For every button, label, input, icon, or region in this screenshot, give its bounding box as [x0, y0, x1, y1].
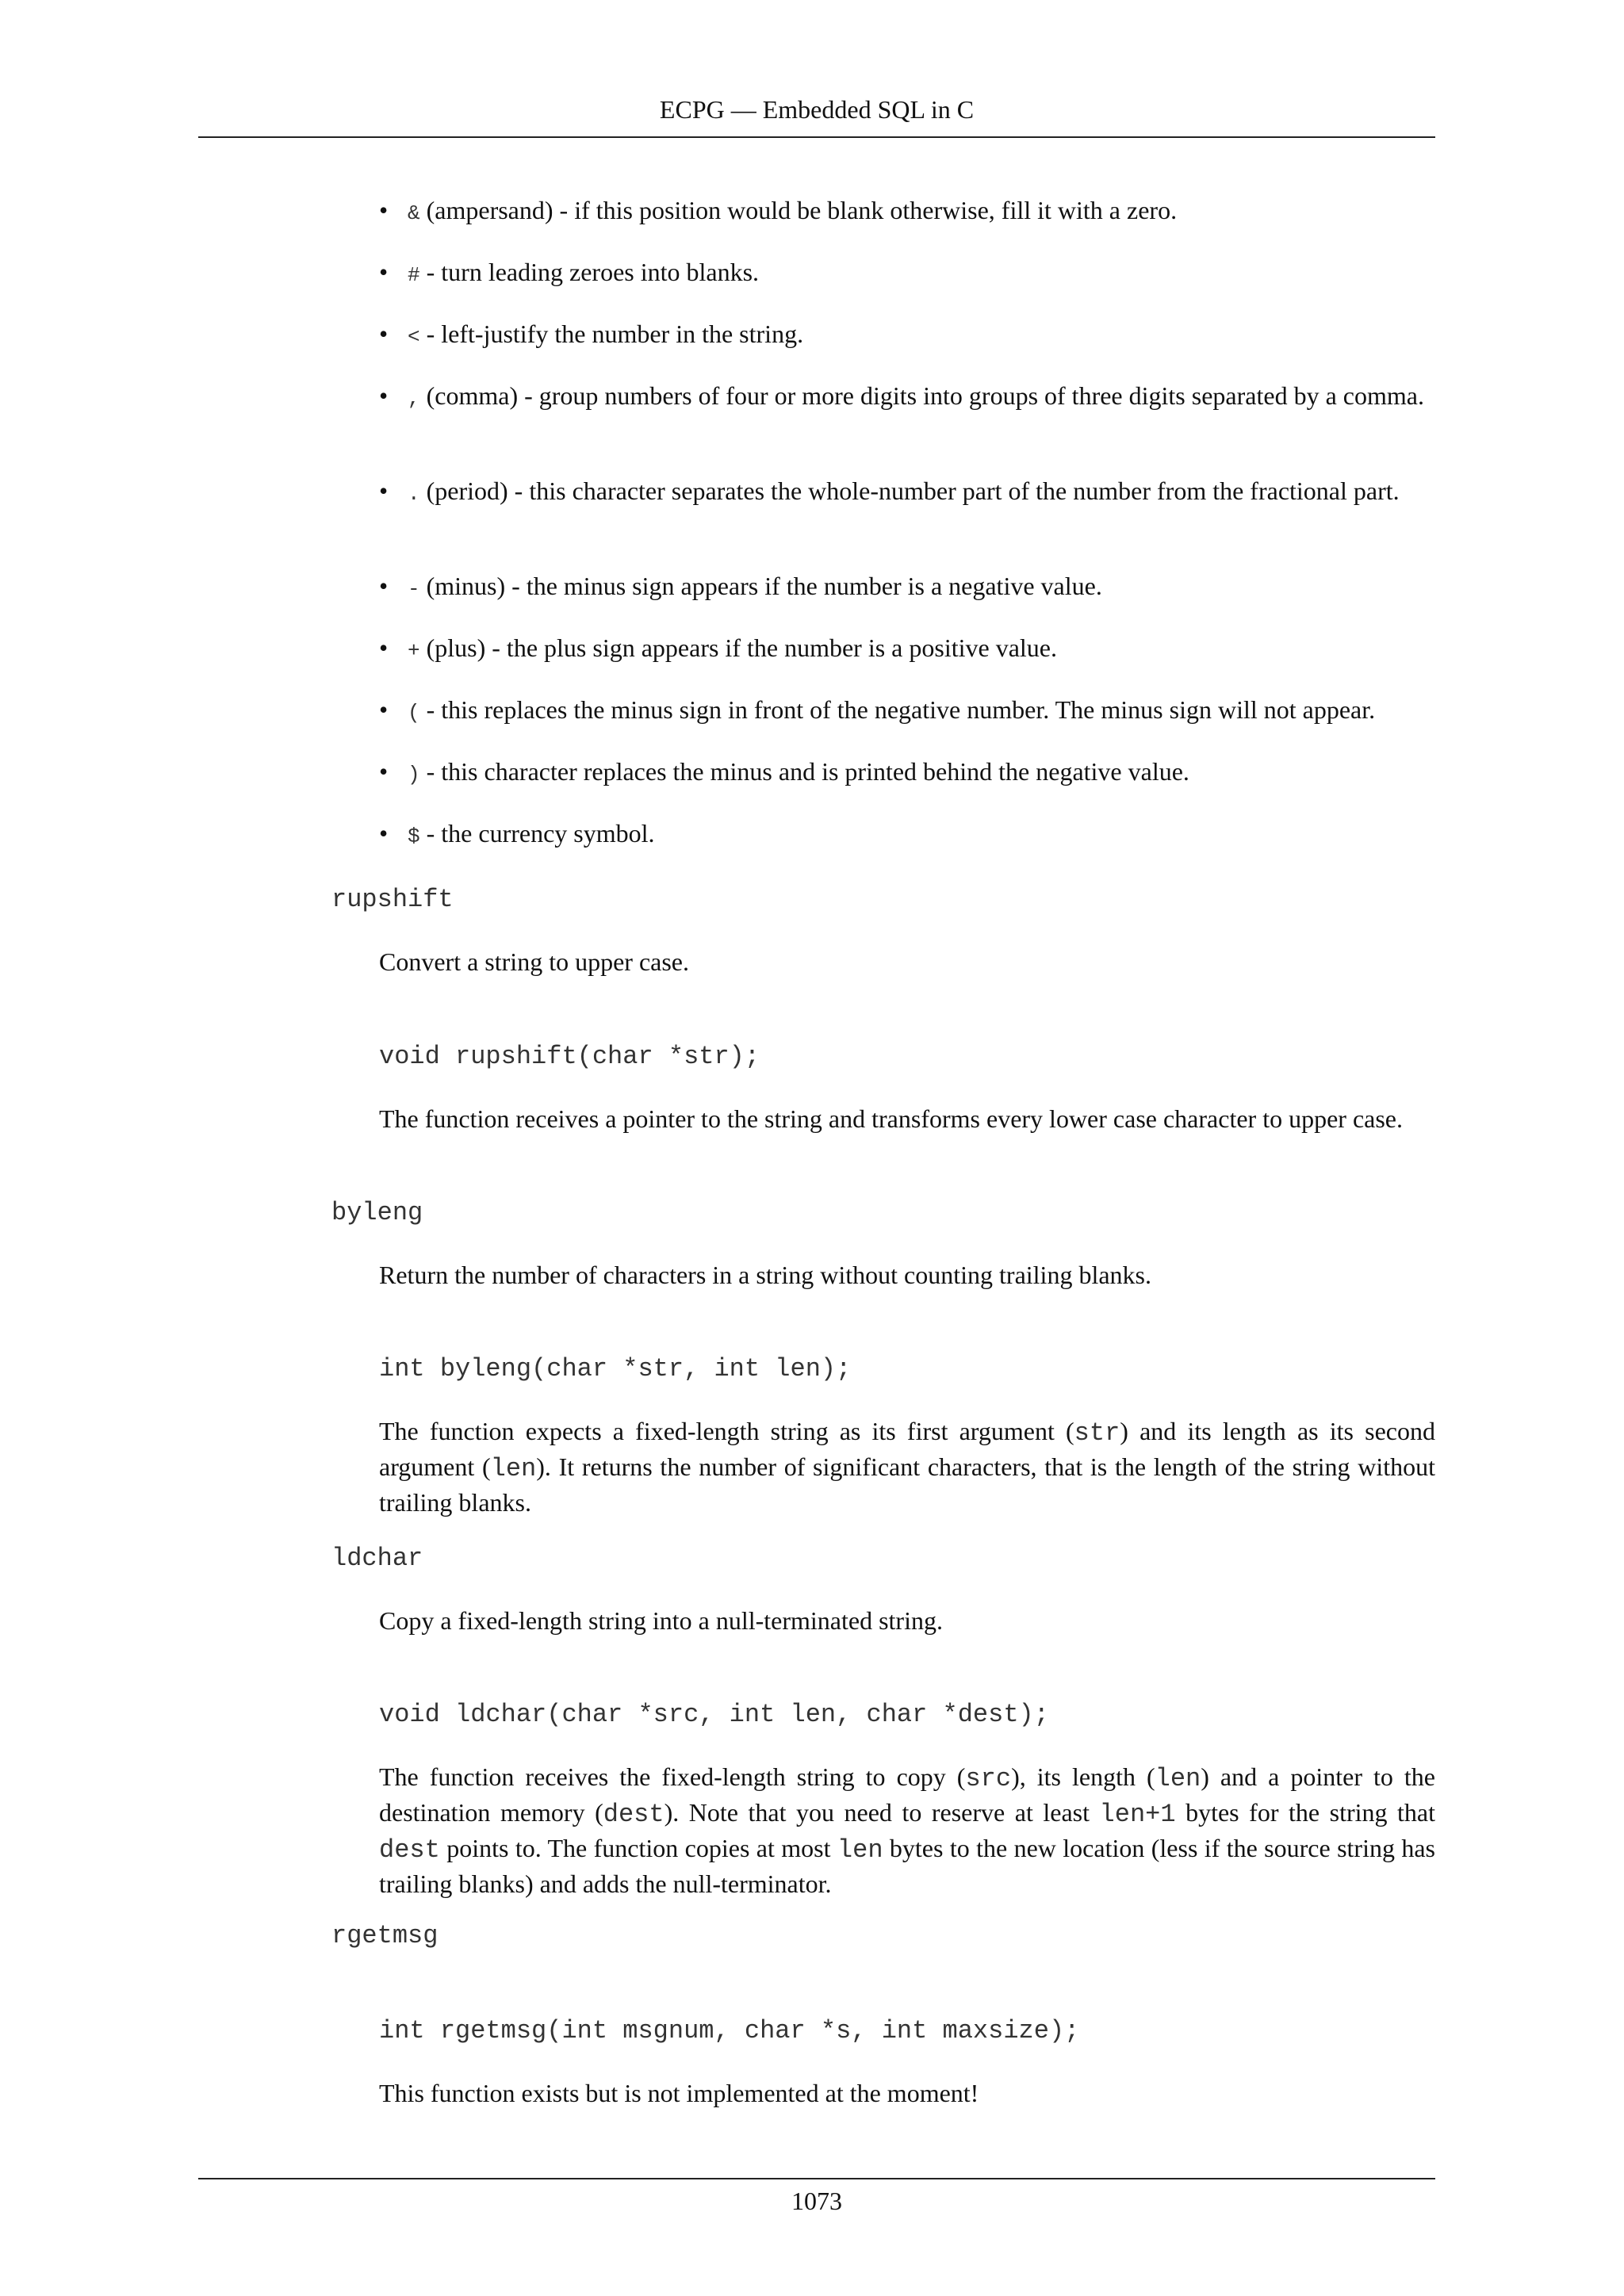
page-number: 1073 — [791, 2187, 842, 2215]
list-item — [379, 474, 1435, 511]
rupshift-term: rupshift — [331, 885, 454, 914]
rupshift-description: The function receives a pointer to the string and transforms every lower case character to upper case. — [379, 1104, 1403, 1133]
list-item — [379, 379, 1435, 415]
format-symbol-description: (comma) - group numbers of four or more digits into groups of three digits separated by a comma. — [419, 381, 1424, 410]
format-symbol-description: - turn leading zeroes into blanks. — [419, 258, 760, 286]
list-item — [379, 317, 1435, 354]
byleng-term: byleng — [331, 1198, 423, 1227]
format-symbol-description: - this character replaces the minus and is printed behind the negative value. — [419, 757, 1189, 786]
bullet-marker: • — [379, 695, 389, 724]
format-symbol: & — [408, 201, 420, 225]
list-item — [379, 255, 1435, 292]
list-item — [379, 755, 1435, 791]
rgetmsg-term: rgetmsg — [331, 1921, 439, 1950]
format-symbol: ) — [408, 763, 420, 786]
ldchar-signature: void ldchar(char *src, int len, char *dest); — [379, 1700, 1049, 1729]
bullet-marker: • — [379, 757, 389, 786]
bullet-marker: • — [379, 819, 389, 848]
format-symbol: - — [408, 577, 420, 601]
format-symbol-description: - the currency symbol. — [419, 819, 655, 848]
format-symbol: $ — [408, 825, 420, 848]
ldchar-term: ldchar — [331, 1544, 423, 1573]
format-symbol: # — [408, 263, 420, 287]
list-item — [379, 193, 1435, 230]
rupshift-summary: Convert a string to upper case. — [379, 947, 689, 976]
list-item — [379, 817, 1435, 853]
bullet-marker: • — [379, 633, 389, 662]
bullet-marker: • — [379, 258, 389, 286]
byleng-signature: int byleng(char *str, int len); — [379, 1354, 852, 1383]
format-symbol: + — [408, 639, 420, 663]
format-symbol-description: (plus) - the plus sign appears if the number is a positive value. — [419, 633, 1057, 662]
format-symbol-description: - this replaces the minus sign in front of the negative number. The minus sign will not appear. — [419, 695, 1376, 724]
format-symbol: ( — [408, 701, 420, 725]
format-symbol: . — [408, 482, 420, 506]
bullet-marker: • — [379, 196, 389, 224]
rgetmsg-description: This function exists but is not implemented at the moment! — [379, 2079, 979, 2107]
ldchar-description: The function receives the fixed-length string to copy (src), its length (len) and a pointer to the destination memory (dest). Note that you need to reserve at least len+1 bytes for the string that dest points to. The function copies at most len bytes to the new location (less if the source string has trailing blanks) and adds the null-terminator. — [379, 1762, 1436, 1898]
rgetmsg-signature: int rgetmsg(int msgnum, char *s, int maxsize); — [379, 2016, 1080, 2045]
format-symbol: , — [408, 387, 420, 411]
format-symbol-description: (period) - this character separates the whole-number part of the number from the fractional part. — [419, 476, 1400, 505]
format-symbol: < — [408, 325, 420, 349]
header-rule — [198, 136, 1435, 138]
list-item — [379, 569, 1435, 606]
page-header: ECPG — Embedded SQL in C — [659, 95, 975, 124]
rupshift-signature: void rupshift(char *str); — [379, 1042, 760, 1071]
format-symbol-description: - left-justify the number in the string. — [419, 320, 804, 348]
format-symbol-description: (ampersand) - if this position would be blank otherwise, fill it with a zero. — [419, 196, 1178, 224]
bullet-marker: • — [379, 572, 389, 600]
bullet-marker: • — [379, 381, 389, 410]
bullet-marker: • — [379, 320, 389, 348]
ldchar-summary: Copy a fixed-length string into a null-terminated string. — [379, 1606, 943, 1635]
list-item — [379, 631, 1435, 668]
list-item — [379, 693, 1435, 729]
format-symbol-description: (minus) - the minus sign appears if the number is a negative value. — [419, 572, 1102, 600]
byleng-description: The function expects a fixed-length string as its first argument (str) and its length as its second argument (len). It returns the number of significant characters, that is the length of the string without trailing blanks. — [379, 1417, 1436, 1517]
byleng-summary: Return the number of characters in a string without counting trailing blanks. — [379, 1261, 1151, 1289]
bullet-marker: • — [379, 476, 389, 505]
